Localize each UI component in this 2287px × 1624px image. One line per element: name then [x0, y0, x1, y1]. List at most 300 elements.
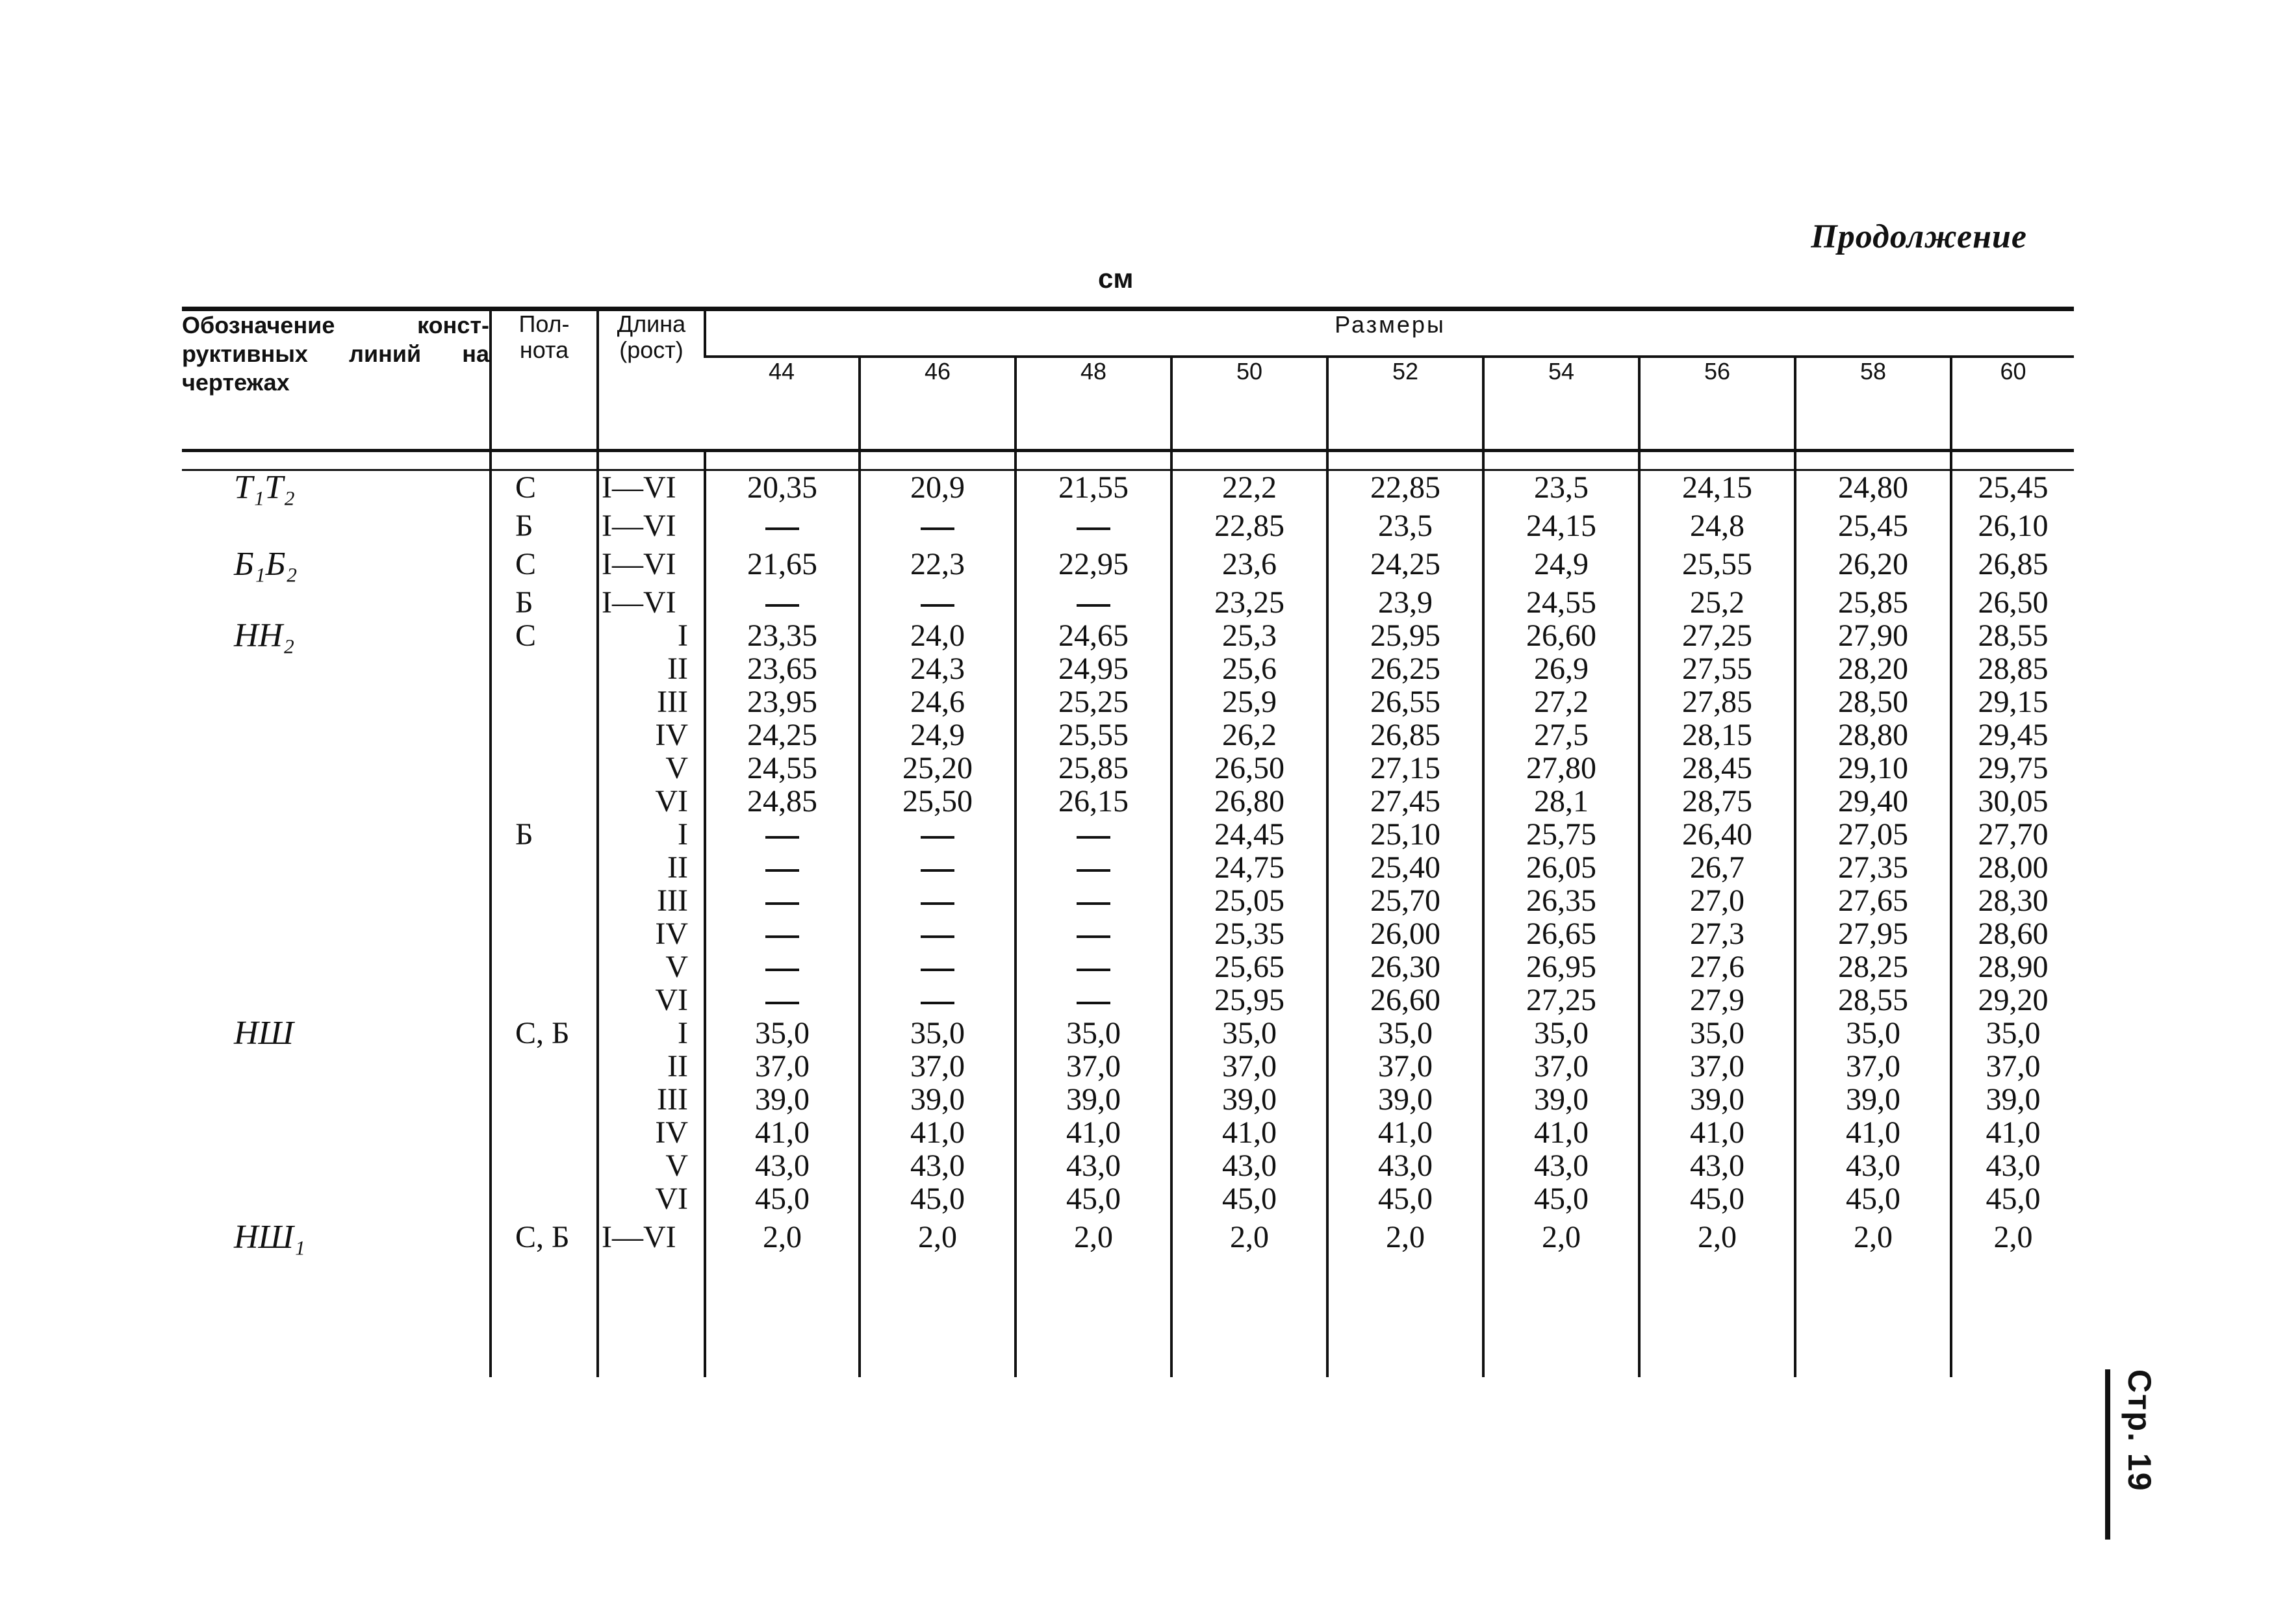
size-44-cell: [705, 619, 860, 818]
value-cell: 39,0: [1534, 1082, 1589, 1117]
value-cell: 43,0: [1534, 1148, 1589, 1183]
value-cell: IV: [655, 1115, 688, 1150]
table-row: [182, 581, 2074, 619]
table-row: [182, 1017, 2074, 1215]
size-48-cell: [1016, 504, 1171, 542]
value-cell: 28,50: [1838, 685, 1908, 719]
value-cell: 26,15: [1058, 784, 1129, 818]
designation-cell: [182, 504, 491, 542]
designation-cell: Б₁Б₂: [234, 546, 298, 583]
dash-mark: [1077, 836, 1110, 839]
size-header-50: 50: [1171, 357, 1327, 451]
value-cell: 24,3: [910, 652, 965, 686]
size-table-frame: [182, 307, 2074, 1377]
value-cell: 23,5: [1534, 470, 1589, 505]
value-cell: 24,15: [1682, 470, 1752, 505]
size-60-cell: [1951, 1215, 2074, 1254]
value-cell: 43,0: [1846, 1148, 1900, 1183]
value-cell: 25,20: [902, 751, 973, 785]
dash-cell: [861, 851, 1014, 884]
value-cell: 24,25: [747, 718, 817, 752]
value-cell: I: [678, 817, 688, 852]
size-60-cell: [1951, 619, 2074, 818]
value-cell: 37,0: [755, 1049, 810, 1084]
value-cell: I: [678, 1016, 688, 1050]
value-cell: 39,0: [1222, 1082, 1277, 1117]
fullness-cell: Б: [491, 581, 598, 619]
value-cell: 27,70: [1978, 817, 2049, 852]
value-cell: 27,25: [1682, 618, 1752, 653]
size-54-cell: [1483, 504, 1639, 542]
value-cell: III: [657, 883, 688, 918]
size-44-cell: [705, 818, 860, 1017]
size-46-cell: [860, 581, 1016, 619]
value-cell: 24,9: [910, 718, 965, 752]
value-cell: 29,10: [1838, 751, 1908, 785]
size-46-cell: [860, 619, 1016, 818]
dash-cell: [861, 818, 1014, 851]
value-cell: 2,0: [1230, 1220, 1269, 1254]
dash-mark: [765, 604, 799, 607]
size-60-cell: [1951, 542, 2074, 581]
value-cell: II: [667, 850, 688, 885]
fullness-header: [491, 309, 598, 451]
dash-mark: [765, 902, 799, 905]
value-cell: 25,9: [1222, 685, 1277, 719]
dash-mark: [921, 836, 954, 839]
size-54-cell: [1483, 542, 1639, 581]
fullness-cell: С: [491, 619, 598, 818]
value-cell: 26,40: [1682, 817, 1752, 852]
value-cell: 24,85: [747, 784, 817, 818]
value-cell: 43,0: [1378, 1148, 1433, 1183]
value-cell: 27,85: [1682, 685, 1752, 719]
value-cell: 25,10: [1370, 817, 1440, 852]
value-cell: 26,30: [1370, 950, 1440, 984]
value-cell: 29,40: [1838, 784, 1908, 818]
value-cell: 45,0: [1846, 1182, 1900, 1216]
dash-mark: [921, 527, 954, 530]
value-cell: 41,0: [1066, 1115, 1121, 1150]
value-cell: 27,80: [1526, 751, 1596, 785]
value-cell: 35,0: [755, 1016, 810, 1050]
dash-mark: [921, 1002, 954, 1004]
value-cell: 45,0: [1986, 1182, 2041, 1216]
size-58-cell: [1795, 542, 1951, 581]
value-cell: 25,25: [1058, 685, 1129, 719]
size-header-58: 58: [1795, 357, 1951, 451]
size-50-cell: [1171, 470, 1327, 505]
value-cell: I—VI: [602, 547, 676, 581]
value-cell: 41,0: [1986, 1115, 2041, 1150]
size-50-cell: [1171, 504, 1327, 542]
value-cell: 29,20: [1978, 983, 2049, 1017]
value-cell: 25,50: [902, 784, 973, 818]
fullness-cell: С: [491, 470, 598, 505]
size-46-cell: [860, 818, 1016, 1017]
dash-cell: [1017, 851, 1170, 884]
dash-cell: [861, 884, 1014, 917]
size-52-cell: [1327, 470, 1483, 505]
size-52-cell: [1327, 619, 1483, 818]
value-cell: 35,0: [910, 1016, 965, 1050]
value-cell: 21,65: [747, 547, 817, 581]
value-cell: 27,2: [1534, 685, 1589, 719]
value-cell: 26,55: [1370, 685, 1440, 719]
value-cell: 45,0: [1066, 1182, 1121, 1216]
value-cell: 27,6: [1690, 950, 1744, 984]
size-58-cell: [1795, 619, 1951, 818]
table-row: [182, 1215, 2074, 1254]
dash-cell: [706, 983, 858, 1017]
value-cell: 26,9: [1534, 652, 1589, 686]
value-cell: 22,85: [1370, 470, 1440, 505]
value-cell: 41,0: [910, 1115, 965, 1150]
value-cell: 35,0: [1222, 1016, 1277, 1050]
value-cell: 27,45: [1370, 784, 1440, 818]
dash-cell: [706, 950, 858, 983]
designation-cell: НШ₁: [234, 1219, 305, 1256]
size-header-44: 44: [768, 358, 795, 385]
table-row: [182, 619, 2074, 818]
value-cell: 24,0: [910, 618, 965, 653]
size-46-cell: [860, 470, 1016, 505]
value-cell: 35,0: [1378, 1016, 1433, 1050]
size-header-52: 52: [1327, 357, 1483, 451]
value-cell: 27,5: [1534, 718, 1589, 752]
value-cell: 24,95: [1058, 652, 1129, 686]
table-header: [182, 309, 2074, 451]
value-cell: 2,0: [1854, 1220, 1893, 1254]
dash-mark: [765, 935, 799, 938]
value-cell: III: [657, 685, 688, 719]
value-cell: 24,55: [747, 751, 817, 785]
size-52-cell: [1327, 581, 1483, 619]
value-cell: 25,55: [1682, 547, 1752, 581]
length-cell: [598, 581, 705, 619]
value-cell: V: [665, 1148, 688, 1183]
value-cell: 25,45: [1838, 509, 1908, 543]
size-60-cell: [1951, 504, 2074, 542]
length-header-line: Длина: [617, 311, 686, 337]
size-46-cell: [860, 504, 1016, 542]
value-cell: II: [667, 1049, 688, 1084]
size-header-56: 56: [1639, 357, 1795, 451]
value-cell: 25,85: [1058, 751, 1129, 785]
value-cell: 27,35: [1838, 850, 1908, 885]
size-52-cell: [1327, 542, 1483, 581]
value-cell: 24,6: [910, 685, 965, 719]
length-cell: [598, 470, 705, 505]
size-54-cell: [1483, 818, 1639, 1017]
value-cell: VI: [655, 784, 688, 818]
value-cell: 25,45: [1978, 470, 2049, 505]
value-cell: 28,75: [1682, 784, 1752, 818]
size-44-cell: [705, 542, 860, 581]
value-cell: 28,00: [1978, 850, 2049, 885]
length-header-line: (рост): [619, 336, 684, 363]
dash-mark: [921, 935, 954, 938]
value-cell: 22,95: [1058, 547, 1129, 581]
table-row: [182, 818, 2074, 1017]
value-cell: 23,95: [747, 685, 817, 719]
value-cell: I—VI: [602, 470, 676, 505]
size-50-cell: [1171, 542, 1327, 581]
dash-cell: [706, 917, 858, 950]
size-44-cell: [705, 470, 860, 505]
value-cell: 26,00: [1370, 917, 1440, 951]
designation-cell: НН₂: [234, 617, 295, 654]
size-58-cell: [1795, 818, 1951, 1017]
value-cell: 26,50: [1978, 585, 2049, 620]
value-cell: 26,50: [1214, 751, 1284, 785]
length-cell: [598, 818, 705, 1017]
continuation-note: Продолжение: [1811, 218, 2027, 255]
size-56-cell: [1639, 581, 1795, 619]
value-cell: 28,30: [1978, 883, 2049, 918]
value-cell: 37,0: [1378, 1049, 1433, 1084]
dash-mark: [921, 902, 954, 905]
table-body: [182, 470, 2074, 1378]
value-cell: 26,05: [1526, 850, 1596, 885]
dash-cell: [1017, 950, 1170, 983]
size-46-cell: [860, 542, 1016, 581]
size-56-cell: [1639, 619, 1795, 818]
dash-mark: [765, 527, 799, 530]
value-cell: 22,3: [910, 547, 965, 581]
value-cell: 2,0: [1698, 1220, 1737, 1254]
value-cell: 23,65: [747, 652, 817, 686]
size-60-cell: [1951, 818, 2074, 1017]
size-56-cell: [1639, 818, 1795, 1017]
value-cell: 35,0: [1066, 1016, 1121, 1050]
designation-cell: [182, 581, 491, 619]
dash-mark: [1077, 604, 1110, 607]
size-54-cell: [1483, 1017, 1639, 1215]
size-52-cell: [1327, 504, 1483, 542]
size-54-cell: [1483, 581, 1639, 619]
value-cell: 45,0: [1222, 1182, 1277, 1216]
value-cell: 24,15: [1526, 509, 1596, 543]
size-48-cell: [1016, 818, 1171, 1017]
value-cell: 25,70: [1370, 883, 1440, 918]
value-cell: 21,55: [1058, 470, 1129, 505]
value-cell: 2,0: [1386, 1220, 1425, 1254]
value-cell: 24,45: [1214, 817, 1284, 852]
value-cell: 43,0: [1690, 1148, 1744, 1183]
value-cell: 41,0: [1534, 1115, 1589, 1150]
size-44-cell: [705, 581, 860, 619]
value-cell: 25,65: [1214, 950, 1284, 984]
value-cell: 37,0: [1690, 1049, 1744, 1084]
size-52-cell: [1327, 1215, 1483, 1254]
value-cell: 43,0: [755, 1148, 810, 1183]
value-cell: 27,65: [1838, 883, 1908, 918]
value-cell: 25,05: [1214, 883, 1284, 918]
fullness-cell: С: [491, 542, 598, 581]
value-cell: 29,15: [1978, 685, 2049, 719]
value-cell: 27,15: [1370, 751, 1440, 785]
value-cell: 25,3: [1222, 618, 1277, 653]
size-header-48: 48: [1016, 357, 1171, 451]
dash-mark: [765, 836, 799, 839]
page-number-marker: [2105, 1369, 2166, 1540]
length-header: [598, 309, 705, 451]
value-cell: 27,25: [1526, 983, 1596, 1017]
size-50-cell: [1171, 1215, 1327, 1254]
dash-cell: [706, 818, 858, 851]
value-cell: I: [678, 618, 688, 653]
size-48-cell: [1016, 542, 1171, 581]
length-cell: [598, 542, 705, 581]
value-cell: 2,0: [1542, 1220, 1581, 1254]
designation-cell: Т₁Т₂: [234, 469, 295, 506]
size-48-cell: [1016, 1215, 1171, 1254]
table-row: [182, 504, 2074, 542]
size-54-cell: [1483, 619, 1639, 818]
size-56-cell: [1639, 542, 1795, 581]
size-56-cell: [1639, 1017, 1795, 1215]
size-50-cell: [1171, 818, 1327, 1017]
value-cell: 20,9: [910, 470, 965, 505]
value-cell: 45,0: [910, 1182, 965, 1216]
size-58-cell: [1795, 1017, 1951, 1215]
value-cell: 28,80: [1838, 718, 1908, 752]
value-cell: 45,0: [1534, 1182, 1589, 1216]
value-cell: 28,55: [1838, 983, 1908, 1017]
dash-mark: [921, 869, 954, 872]
value-cell: 2,0: [918, 1220, 957, 1254]
value-cell: 26,85: [1978, 547, 2049, 581]
dash-cell: [861, 586, 1014, 619]
value-cell: 24,75: [1214, 850, 1284, 885]
size-60-cell: [1951, 470, 2074, 505]
fullness-cell: С, Б: [491, 1017, 598, 1215]
value-cell: 20,35: [747, 470, 817, 505]
size-header-60: 60: [1951, 357, 2074, 451]
dash-cell: [861, 983, 1014, 1017]
value-cell: 25,95: [1370, 618, 1440, 653]
value-cell: 39,0: [1846, 1082, 1900, 1117]
size-58-cell: [1795, 581, 1951, 619]
value-cell: 24,55: [1526, 585, 1596, 620]
value-cell: III: [657, 1082, 688, 1117]
value-cell: 26,80: [1214, 784, 1284, 818]
value-cell: 25,85: [1838, 585, 1908, 620]
value-cell: 24,65: [1058, 618, 1129, 653]
size-60-cell: [1951, 1017, 2074, 1215]
length-cell: [598, 1017, 705, 1215]
value-cell: 39,0: [1690, 1082, 1744, 1117]
size-58-cell: [1795, 470, 1951, 505]
dash-mark: [921, 969, 954, 971]
value-cell: 26,85: [1370, 718, 1440, 752]
fullness-cell: Б: [491, 504, 598, 542]
value-cell: 22,2: [1222, 470, 1277, 505]
value-cell: 26,35: [1526, 883, 1596, 918]
value-cell: 41,0: [1222, 1115, 1277, 1150]
value-cell: 2,0: [763, 1220, 802, 1254]
value-cell: VI: [655, 1182, 688, 1216]
size-48-cell: [1016, 581, 1171, 619]
size-table: [182, 307, 2074, 1377]
value-cell: 27,90: [1838, 618, 1908, 653]
size-44-cell: [705, 1017, 860, 1215]
value-cell: 26,95: [1526, 950, 1596, 984]
size-44-cell: [705, 504, 860, 542]
designation-header-line: чертежах: [182, 369, 290, 396]
dash-cell: [861, 509, 1014, 542]
value-cell: 28,85: [1978, 652, 2049, 686]
value-cell: 26,25: [1370, 652, 1440, 686]
value-cell: 27,55: [1682, 652, 1752, 686]
size-46-cell: [860, 1215, 1016, 1254]
size-52-cell: [1327, 818, 1483, 1017]
value-cell: 25,2: [1690, 585, 1744, 620]
value-cell: 39,0: [910, 1082, 965, 1117]
size-header-46: 46: [860, 357, 1016, 451]
size-48-cell: [1016, 470, 1171, 505]
size-48-cell: [1016, 1017, 1171, 1215]
value-cell: 29,45: [1978, 718, 2049, 752]
dash-mark: [765, 1002, 799, 1004]
value-cell: 27,0: [1690, 883, 1744, 918]
dash-cell: [706, 884, 858, 917]
value-cell: 23,9: [1378, 585, 1433, 620]
value-cell: 37,0: [910, 1049, 965, 1084]
value-cell: 41,0: [755, 1115, 810, 1150]
length-cell: [598, 619, 705, 818]
value-cell: 25,40: [1370, 850, 1440, 885]
designation-header-line: руктивных линий на: [182, 340, 489, 367]
fullness-cell: Б: [491, 818, 598, 1017]
dash-mark: [1077, 1002, 1110, 1004]
size-50-cell: [1171, 581, 1327, 619]
value-cell: 28,60: [1978, 917, 2049, 951]
value-cell: 43,0: [1222, 1148, 1277, 1183]
value-cell: 43,0: [1066, 1148, 1121, 1183]
value-cell: 41,0: [1690, 1115, 1744, 1150]
dash-cell: [706, 586, 858, 619]
length-cell: [598, 504, 705, 542]
dash-cell: [706, 509, 858, 542]
sizes-header: Размеры: [705, 309, 2074, 357]
size-header-54: 54: [1483, 357, 1639, 451]
value-cell: 24,9: [1534, 547, 1589, 581]
value-cell: 35,0: [1846, 1016, 1900, 1050]
value-cell: 45,0: [755, 1182, 810, 1216]
value-cell: 37,0: [1222, 1049, 1277, 1084]
value-cell: 26,65: [1526, 917, 1596, 951]
value-cell: 25,55: [1058, 718, 1129, 752]
length-cell: [598, 1215, 705, 1254]
value-cell: 39,0: [1378, 1082, 1433, 1117]
value-cell: 39,0: [1066, 1082, 1121, 1117]
value-cell: 26,2: [1222, 718, 1277, 752]
value-cell: 26,60: [1526, 618, 1596, 653]
dash-cell: [1017, 509, 1170, 542]
value-cell: 25,75: [1526, 817, 1596, 852]
dash-cell: [1017, 586, 1170, 619]
dash-mark: [765, 869, 799, 872]
size-44-cell: [705, 1215, 860, 1254]
value-cell: 2,0: [1993, 1220, 2033, 1254]
size-56-cell: [1639, 1215, 1795, 1254]
value-cell: 26,7: [1690, 850, 1744, 885]
dash-mark: [1077, 969, 1110, 971]
fullness-cell: С, Б: [491, 1215, 598, 1254]
dash-mark: [1077, 902, 1110, 905]
